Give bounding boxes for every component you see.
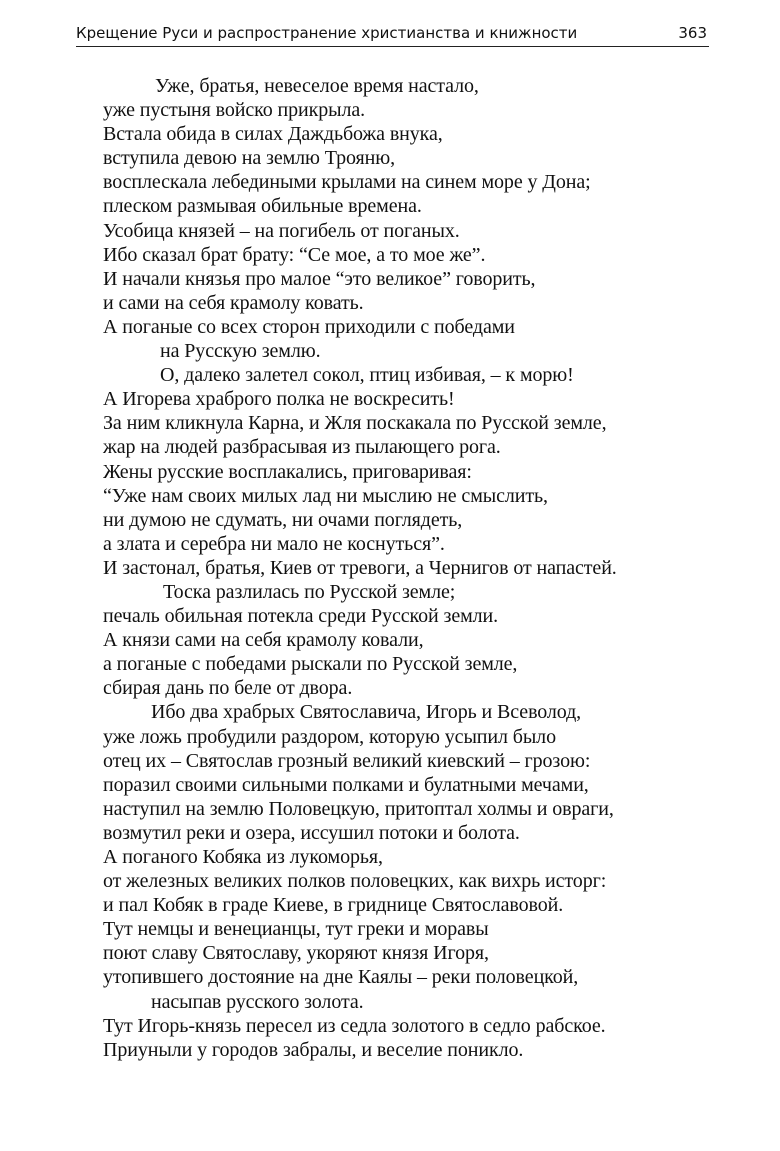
text-line: поют славу Святославу, укоряют князя Игоря,: [103, 942, 489, 965]
text-line: а поганые с победами рыскали по Русской земле,: [103, 653, 518, 676]
text-line: О, далеко залетел сокол, птиц избивая, – к морю!: [160, 364, 574, 387]
text-line: А князи сами на себя крамолу ковали,: [103, 629, 424, 652]
text-line: И застонал, братья, Киев от тревоги, а Чернигов от напастей.: [103, 556, 617, 579]
running-header: [76, 20, 709, 47]
text-line: А Игорева храброго полка не воскресить!: [103, 388, 455, 411]
text-line: наступил на землю Половецкую, притоптал холмы и овраги,: [103, 797, 614, 820]
text-line: возмутил реки и озера, иссушил потоки и болота.: [103, 821, 520, 844]
text-line: вступила девою на землю Трояню,: [103, 147, 395, 170]
text-line: Жены русские восплакались, приговаривая:: [103, 460, 472, 483]
text-line: поразил своими сильными полками и булатными мечами,: [103, 773, 589, 796]
poem-text: [103, 74, 723, 1062]
text-line: утопившего достояние на дне Каялы – реки половецкой,: [103, 966, 579, 989]
text-line: печаль обильная потекла среди Русской земли.: [103, 605, 499, 628]
text-line: Тут немцы и венецианцы, тут греки и моравы: [103, 918, 489, 941]
text-line: Тоска разлилась по Русской земле;: [163, 580, 456, 603]
text-line: Уже, братья, невеселое время настало,: [155, 75, 479, 97]
text-line: Усобица князей – на погибель от поганых.: [103, 219, 460, 242]
text-line: уже ложь пробудили раздором, которую усыпил было: [103, 725, 556, 748]
text-line: и сами на себя крамолу ковать.: [103, 291, 364, 314]
text-line: уже пустыня войско прикрыла.: [103, 99, 366, 122]
text-line: жар на людей разбрасывая из пылающего рога.: [103, 436, 501, 459]
text-line: и пал Кобяк в граде Киеве, в гриднице Святославовой.: [103, 894, 564, 917]
text-line: За ним кликнула Карна, и Жля поскакала по Русской земле,: [103, 412, 607, 435]
text-line: ни думою не сдумать, ни очами поглядеть,: [103, 508, 463, 531]
text-line: А поганого Кобяка из лукоморья,: [103, 846, 383, 868]
text-line: сбирая дань по беле от двора.: [103, 677, 353, 700]
running-title: Крещение Руси и распространение христианства и книжности: [76, 24, 578, 42]
text-line: “Уже нам своих милых лад ни мыслию не смыслить,: [103, 484, 548, 507]
text-line: плеском размывая обильные времена.: [103, 195, 422, 218]
page-number: 363: [678, 24, 707, 42]
text-line: И начали князья про малое “это великое” говорить,: [103, 267, 536, 290]
text-line: А поганые со всех сторон приходили с победами: [103, 315, 515, 338]
text-line: Ибо два храбрых Святославича, Игорь и Всеволод,: [151, 701, 582, 724]
text-line: отец их – Святослав грозный великий киевский – грозою:: [103, 749, 591, 772]
text-line: восплескала лебедиными крылами на синем море у Дона;: [103, 171, 591, 194]
text-line: Ибо сказал брат брату: “Се мое, а то мое же”.: [103, 243, 486, 266]
text-line: Тут Игорь-князь пересел из седла золотого в седло рабское.: [103, 1014, 606, 1037]
text-line: насыпав русского золота.: [151, 990, 364, 1013]
text-line: Встала обида в силах Даждьбожа внука,: [103, 123, 443, 146]
text-line: Приуныли у городов забралы, и веселие поникло.: [103, 1038, 524, 1061]
text-line: от железных великих полков половецких, как вихрь исторг:: [103, 870, 607, 893]
text-line: а злата и серебра ни мало не коснуться”.: [103, 532, 445, 555]
text-line: на Русскую землю.: [160, 340, 321, 363]
